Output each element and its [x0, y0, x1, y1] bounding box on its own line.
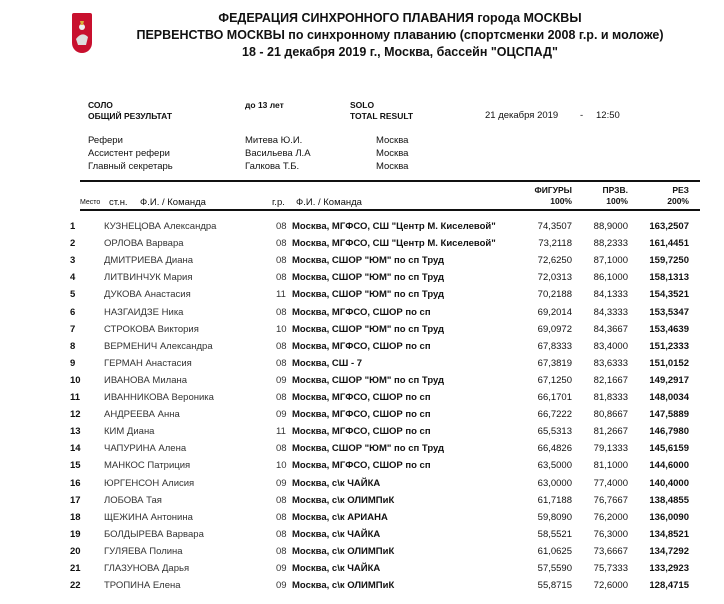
table-row — [0, 409, 724, 425]
team: Москва, с\к ЧАЙКА — [292, 477, 381, 489]
free-score: 76,2000 — [593, 511, 628, 523]
team: Москва, с\к ОЛИМПиК — [292, 545, 395, 557]
total-score: 147,5889 — [649, 409, 689, 421]
place: 13 — [70, 426, 81, 438]
place: 12 — [70, 409, 81, 421]
birth-year: 08 — [276, 443, 287, 455]
table-row — [0, 392, 724, 408]
total-score: 151,0152 — [649, 357, 689, 369]
free-score: 76,3000 — [593, 528, 628, 540]
figures-score: 67,8333 — [537, 340, 572, 352]
team: Москва, СШОР "ЮМ" по сп Труд — [292, 374, 445, 386]
team: Москва, МГФСО, СШОР по сп — [292, 409, 431, 421]
divider — [80, 209, 700, 211]
place: 15 — [70, 460, 81, 472]
free-score: 84,1333 — [593, 289, 628, 301]
total-score: 140,4000 — [649, 477, 689, 489]
team: Москва, с\к ЧАЙКА — [292, 563, 381, 574]
place: 8 — [70, 340, 76, 352]
free-score: 83,4000 — [593, 340, 628, 352]
figures-score: 69,2014 — [537, 306, 572, 318]
free-score: 83,6333 — [593, 357, 628, 369]
birth-year: 08 — [276, 357, 287, 369]
athlete-name: ГУЛЯЕВА Полина — [104, 545, 183, 557]
event-time: 12:50 — [596, 110, 620, 121]
total-score: 146,7980 — [649, 426, 689, 438]
table-row — [0, 478, 724, 494]
athlete-name: ЩЕЖИНА Антонина — [104, 511, 193, 523]
team: Москва, с\к ОЛИМПиК — [292, 580, 395, 592]
free-score: 84,3667 — [593, 323, 628, 335]
figures-score: 66,4826 — [537, 443, 572, 455]
figures-score: 67,1250 — [537, 374, 572, 386]
athlete-name: НАЗГАИДЗЕ Ника — [104, 306, 184, 318]
table-row — [0, 495, 724, 511]
figures-score: 72,0313 — [537, 272, 572, 284]
total-score: 134,8521 — [649, 528, 689, 540]
team: Москва, СШОР "ЮМ" по сп Труд — [292, 323, 445, 335]
official-name: Галкова Т.Б. — [245, 161, 300, 172]
total-score: 163,2507 — [649, 221, 689, 232]
figures-score: 63,0000 — [537, 477, 572, 489]
place: 2 — [70, 238, 76, 250]
table-row — [0, 307, 724, 323]
col-figures-pct: 100% — [550, 196, 572, 206]
official-city: Москва — [376, 135, 409, 146]
table-row — [0, 272, 724, 288]
athlete-name: ДУКОВА Анастасия — [104, 289, 191, 301]
team: Москва, МГФСО, СШ "Центр М. Киселевой" — [292, 238, 496, 250]
table-row — [0, 255, 724, 271]
team: Москва, СШОР "ЮМ" по сп Труд — [292, 443, 445, 455]
team: Москва, МГФСО, СШОР по сп — [292, 460, 431, 472]
total-score: 145,6159 — [649, 443, 689, 455]
birth-year: 08 — [276, 392, 287, 403]
table-row — [0, 529, 724, 545]
athlete-name: СТРОКОВА Виктория — [104, 323, 199, 335]
free-score: 86,1000 — [593, 272, 628, 284]
birth-year: 09 — [276, 409, 287, 421]
table-row — [0, 238, 724, 254]
birth-year: 08 — [276, 511, 287, 523]
place: 4 — [70, 272, 76, 284]
figures-score: 61,7188 — [537, 494, 572, 506]
figures-score: 59,8090 — [537, 511, 572, 523]
col-name: Ф.И. / Команда — [140, 197, 206, 208]
athlete-name: ГЕРМАН Анастасия — [104, 357, 192, 369]
team: Москва, МГФСО, СШОР по сп — [292, 426, 431, 438]
col-figures: ФИГУРЫ — [534, 185, 572, 195]
birth-year: 09 — [276, 477, 287, 489]
table-row — [0, 375, 724, 391]
birth-year: 10 — [276, 323, 287, 335]
team: Москва, с\к АРИАНА — [292, 511, 388, 523]
birth-year: 11 — [276, 426, 286, 438]
birth-year: 11 — [276, 289, 286, 301]
free-score: 88,2333 — [593, 238, 628, 250]
place: 22 — [70, 580, 81, 592]
free-score: 84,3333 — [593, 306, 628, 318]
official-role: Ассистент рефери — [88, 148, 170, 159]
table-row — [0, 512, 724, 528]
federation-title: ФЕДЕРАЦИЯ СИНХРОННОГО ПЛАВАНИЯ города МОСКВЫ — [218, 11, 582, 25]
total-score: 161,4451 — [649, 238, 689, 250]
table-row — [0, 358, 724, 374]
place: 10 — [70, 374, 81, 386]
free-score: 79,1333 — [593, 443, 628, 455]
team: Москва, СШ - 7 — [292, 357, 363, 369]
place: 21 — [70, 563, 81, 574]
col-year: г.р. — [272, 197, 285, 208]
table-row — [0, 460, 724, 476]
event-name-ru: СОЛО — [88, 100, 113, 110]
total-score: 154,3521 — [649, 289, 689, 301]
free-score: 76,7667 — [593, 494, 628, 506]
birth-year: 09 — [276, 580, 287, 592]
table-row — [0, 221, 724, 237]
athlete-name: КИМ Диана — [104, 426, 155, 438]
athlete-name: АНДРЕЕВА Анна — [104, 409, 180, 421]
team: Москва, МГФСО, СШОР по сп — [292, 392, 431, 403]
free-score: 73,6667 — [593, 545, 628, 557]
athlete-name: ВЕРМЕНИЧ Александра — [104, 340, 213, 352]
figures-score: 57,5590 — [537, 563, 572, 574]
free-score: 72,6000 — [593, 580, 628, 592]
athlete-name: ЛОБОВА Тая — [104, 494, 162, 506]
figures-score: 61,0625 — [537, 545, 572, 557]
birth-year: 08 — [276, 238, 287, 250]
figures-score: 72,6250 — [537, 255, 572, 267]
team: Москва, СШОР "ЮМ" по сп Труд — [292, 255, 445, 267]
place: 6 — [70, 306, 76, 318]
athlete-name: МАНКОС Патриция — [104, 460, 191, 472]
total-score: 159,7250 — [649, 255, 689, 267]
total-score: 148,0034 — [649, 392, 689, 403]
total-score: 151,2333 — [649, 340, 689, 352]
event-name-en: SOLO — [350, 100, 375, 110]
col-start: ст.н. — [109, 197, 128, 208]
official-name: Васильева Л.А — [245, 148, 311, 159]
table-row — [0, 324, 724, 340]
athlete-name: БОЛДЫРЕВА Варвара — [104, 528, 204, 540]
championship-title: ПЕРВЕНСТВО МОСКВЫ по синхронному плаванию (спортсменки 2008 г.р. и моложе) — [136, 28, 664, 42]
team: Москва, МГФСО, СШ "Центр М. Киселевой" — [292, 221, 496, 232]
athlete-name: ИВАНОВА Милана — [104, 374, 188, 386]
table-row — [0, 443, 724, 459]
place: 9 — [70, 357, 76, 369]
table-row — [0, 289, 724, 305]
figures-score: 70,2188 — [537, 289, 572, 301]
team: Москва, МГФСО, СШОР по сп — [292, 306, 431, 318]
free-score: 88,9000 — [593, 221, 628, 232]
official-role: Рефери — [88, 135, 123, 146]
free-score: 82,1667 — [593, 374, 628, 386]
figures-score: 73,2118 — [538, 238, 572, 250]
table-row — [0, 341, 724, 357]
table-row — [0, 546, 724, 562]
event-date: 21 декабря 2019 — [485, 110, 559, 121]
team: Москва, СШОР "ЮМ" по сп Труд — [292, 272, 445, 284]
col-team: Ф.И. / Команда — [296, 197, 362, 208]
athlete-name: ЧАПУРИНА Алена — [104, 443, 187, 455]
athlete-name: ОРЛОВА Варвара — [104, 238, 184, 250]
figures-score: 65,5313 — [537, 426, 572, 438]
official-name: Митева Ю.И. — [245, 135, 303, 146]
athlete-name: КУЗНЕЦОВА Александра — [104, 221, 217, 232]
table-row — [0, 580, 724, 596]
total-score: 153,5347 — [649, 306, 689, 318]
divider — [80, 180, 700, 182]
table-row — [0, 426, 724, 442]
athlete-name: ДМИТРИЕВА Диана — [104, 255, 194, 267]
col-result: РЕЗ — [672, 185, 689, 195]
athlete-name: ГЛАЗУНОВА Дарья — [104, 563, 190, 574]
figures-score: 63,5000 — [537, 460, 572, 472]
figures-score: 66,1701 — [537, 392, 572, 403]
birth-year: 09 — [276, 374, 287, 386]
official-city: Москва — [376, 161, 409, 172]
place: 17 — [70, 494, 81, 506]
team: Москва, МГФСО, СШОР по сп — [292, 340, 431, 352]
place: 19 — [70, 528, 81, 540]
free-score: 81,8333 — [593, 392, 628, 403]
figures-score: 58,5521 — [537, 528, 572, 540]
birth-year: 08 — [276, 306, 287, 318]
free-score: 81,2667 — [593, 426, 628, 438]
place: 14 — [70, 443, 81, 455]
place: 5 — [70, 289, 76, 301]
birth-year: 08 — [276, 528, 287, 540]
official-city: Москва — [376, 148, 409, 159]
total-score: 149,2917 — [649, 374, 689, 386]
team: Москва, СШОР "ЮМ" по сп Труд — [292, 289, 445, 301]
birth-year: 08 — [276, 545, 287, 557]
free-score: 87,1000 — [593, 255, 628, 267]
total-score: 134,7292 — [649, 545, 689, 557]
total-score: 144,6000 — [649, 460, 689, 472]
total-score: 133,2923 — [649, 563, 689, 574]
col-free-pct: 100% — [606, 196, 628, 206]
figures-score: 55,8715 — [537, 580, 572, 592]
birth-year: 08 — [276, 272, 287, 284]
figures-score: 69,0972 — [537, 323, 572, 335]
col-place: Место — [80, 199, 101, 206]
total-score: 153,4639 — [649, 323, 689, 335]
free-score: 77,4000 — [593, 477, 628, 489]
table-row — [0, 563, 724, 579]
athlete-name: ЛИТВИНЧУК Мария — [104, 272, 193, 284]
figures-score: 74,3507 — [537, 221, 572, 232]
athlete-name: ЮРГЕНСОН Алисия — [104, 477, 195, 489]
free-score: 75,7333 — [593, 563, 628, 574]
team: Москва, с\к ЧАЙКА — [292, 528, 381, 540]
birth-year: 09 — [276, 563, 287, 574]
event-result-ru: ОБЩИЙ РЕЗУЛЬТАТ — [88, 111, 173, 121]
place: 18 — [70, 511, 81, 523]
event-result-en: TOTAL RESULT — [350, 111, 414, 121]
total-score: 128,4715 — [649, 580, 689, 592]
team: Москва, с\к ОЛИМПиК — [292, 494, 395, 506]
athlete-name: ИВАННИКОВА Вероника — [104, 392, 214, 403]
athlete-name: ТРОПИНА Елена — [104, 580, 181, 592]
birth-year: 08 — [276, 340, 287, 352]
birth-year: 08 — [276, 221, 287, 232]
col-result-pct: 200% — [667, 196, 689, 206]
place: 7 — [70, 323, 76, 335]
age-group: до 13 лет — [245, 100, 284, 110]
free-score: 81,1000 — [593, 460, 628, 472]
official-role: Главный секретарь — [88, 161, 173, 172]
place: 1 — [70, 221, 76, 232]
date-separator: - — [580, 110, 584, 121]
place: 20 — [70, 545, 81, 557]
total-score: 138,4855 — [649, 494, 689, 506]
place: 3 — [70, 255, 76, 267]
figures-score: 66,7222 — [537, 409, 572, 421]
birth-year: 08 — [276, 494, 287, 506]
place: 16 — [70, 477, 81, 489]
figures-score: 67,3819 — [537, 357, 572, 369]
col-free: ПРЗВ. — [602, 185, 628, 195]
dates-venue: 18 - 21 декабря 2019 г., Москва, бассейн "ОЦСПАД" — [242, 45, 558, 59]
place: 11 — [70, 392, 81, 403]
birth-year: 08 — [276, 255, 287, 267]
total-score: 136,0090 — [649, 511, 689, 523]
birth-year: 10 — [276, 460, 287, 472]
total-score: 158,1313 — [649, 272, 689, 284]
free-score: 80,8667 — [593, 409, 628, 421]
